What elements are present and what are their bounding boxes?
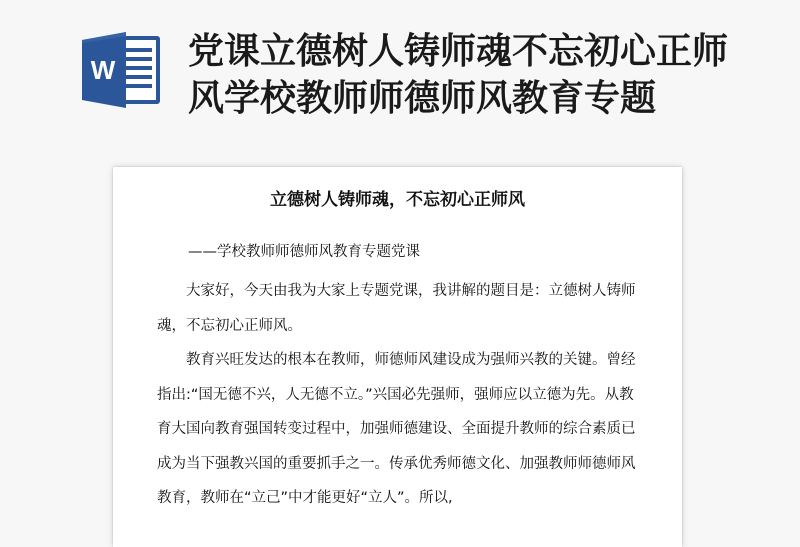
paragraph: 大家好，今天由我为大家上专题党课，我讲解的题目是：立德树人铸师魂，不忘初心正师风。 bbox=[157, 283, 636, 334]
document-title: 立德树人铸师魂，不忘初心正师风 bbox=[270, 190, 525, 210]
page-title: 党课立德树人铸师魂不忘初心正师风学校教师师德师风教育专题 bbox=[188, 31, 729, 119]
svg-text:W: W bbox=[90, 55, 116, 85]
document-subtitle: ——学校教师师德师风教育专题党课 bbox=[188, 244, 420, 260]
document-body bbox=[157, 274, 643, 516]
document-page bbox=[113, 167, 682, 547]
header bbox=[0, 0, 800, 140]
paragraph: 教育兴旺发达的根本在教师，师德师风建设成为强师兴教的关键。曾经指出:“国无德不兴，人无德不立。”兴国必先强师，强师应以立德为先。从教育大国向教育强国转变过程中，加强师德建设、全面提升教师的综合素质已成为当下强教兴国的重要抓手之一。传承优秀师德文化、加强教师师德师风教育，教师在“立己”中才能更好“立人”。所以, bbox=[157, 352, 636, 506]
word-document-icon bbox=[80, 30, 162, 110]
